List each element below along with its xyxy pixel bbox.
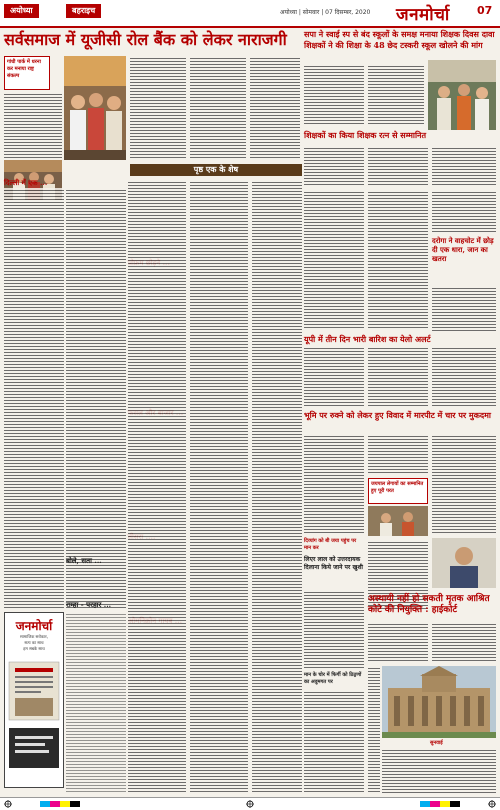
right-bottom-body2 [432, 622, 496, 662]
court-building-image [382, 666, 496, 738]
court-photo-caption: सुनवाई [430, 740, 443, 746]
right-top-headline: सपा ने स्वाई स्प से बंद स्कूलों के समक्ष मनाया शिक्षक दिवस दावा शिक्षकों ने की शिक्षा के 48 छेद टस्करी स्कूल खोलने की मांग [304, 29, 495, 50]
right-lower-body1 [304, 434, 364, 534]
right-top-photo-image [428, 60, 496, 130]
small-box-3: लिएर लाल को उत्तरदायक दिलाना किये जाने पर खुशी [304, 556, 363, 571]
small-box-4: मान के चोर में फिर्गी को ठिठ्रणों का अवुमगत पर [304, 672, 362, 685]
person-photo [432, 538, 496, 588]
right-top-photo [428, 60, 496, 130]
right-second-body1 [304, 146, 364, 186]
right-lower-body5 [304, 690, 364, 794]
mid-col-a [128, 180, 186, 794]
mid-small-headline: भूमि पर रुक्ने को लेकर हुए विवाद में मारपीट में चार पर मुकदमा [304, 410, 491, 420]
crop-mark-icon [488, 800, 496, 808]
color-bar [420, 801, 460, 807]
mid-col-c [252, 180, 302, 794]
right-top-body2 [368, 64, 424, 126]
lead-sidebar-note: गांधी पार्क में धरना कर मनाया राष्ट्र संकल्प [4, 56, 50, 90]
ad-line-3: हम सबके साथ [23, 646, 45, 651]
color-bar [40, 801, 80, 807]
right-mid-headline: दरोगा ने वाहचोट में छोड़ दी एक धारा, जान का खतरा [432, 236, 494, 263]
left-sub1: बोले, सता ... [66, 556, 102, 565]
right-mid-body1 [304, 190, 364, 330]
lead-body-col2 [130, 56, 186, 160]
right-top-body1 [304, 64, 364, 126]
crop-mark-icon [4, 800, 12, 808]
right-mid-body2 [368, 190, 428, 330]
right-mid-body6 [368, 346, 428, 406]
small-photo-image [368, 506, 428, 536]
right-mid-body4 [432, 286, 496, 332]
left-col-c [66, 612, 126, 792]
bottom-right-headline: अस्थायी नहीं हो सकती मृतक आश्रित कोटे की नियुक्ति : हाईकोर्ट [368, 594, 490, 615]
mid-col-b [190, 180, 248, 794]
dateline: अयोध्या | सोमवार | 07 दिसम्बर, 2020 [280, 9, 371, 16]
left-col-a [4, 188, 64, 608]
lead-body-col1 [4, 92, 62, 158]
newspaper-logo: जनमोर्चा [396, 5, 450, 25]
lead-body-col3 [190, 56, 246, 160]
right-second-body2 [368, 146, 428, 186]
right-lower-body3 [432, 434, 496, 534]
small-box-1 [368, 478, 428, 504]
person-photo-image [432, 538, 496, 588]
ad-illustration [5, 658, 63, 778]
right-mid-body3 [432, 190, 496, 232]
crop-mark-icon [246, 800, 254, 808]
right-mid-body7 [432, 346, 496, 406]
masthead [0, 0, 500, 28]
self-promo-ad [4, 612, 64, 788]
ad-logo: जनमोर्चा [15, 619, 53, 633]
page-number: 07 [477, 4, 493, 17]
left-col-b [66, 188, 126, 608]
right-second-headline: शिक्षकों का किया शिक्षक रत्न से सम्मानित [304, 130, 427, 140]
right-bottom-body3 [368, 666, 380, 794]
lead-body-col4 [250, 56, 300, 160]
right-bottom-body1 [368, 622, 428, 662]
court-building-photo [382, 666, 496, 738]
col1-head: दिल्ली में एक ... [4, 178, 48, 187]
right-second-body3 [432, 146, 496, 186]
right-bottom-body4 [382, 748, 496, 794]
small-photo [368, 506, 428, 536]
city-tag: अयोध्या [4, 4, 39, 18]
right-mid-body5 [304, 346, 364, 406]
lead-headline: सर्वसमाज में यूजीसी रोल बैंक को लेकर नाराजगी [4, 30, 287, 49]
left-sub2: राम्हा - परहार ... [66, 600, 112, 609]
ad-line-2: सत्य का साथ [24, 640, 44, 645]
small-box-2: दिव्यांग को बी जया पहुंच पर मान कर [304, 538, 357, 551]
lead-photo-image [64, 56, 126, 160]
right-lower-body4 [304, 590, 364, 670]
lead-photo [64, 56, 126, 160]
right-mid-subhead: यूपी में तीन दिन भारी बारिश का येलो अलर्ट [304, 334, 431, 344]
section-tag: बहराइच [66, 4, 101, 18]
small-box-1-title: जयपाल लेगायों का सम्मानित हुए पूरी परत [371, 481, 424, 494]
continued-band: पृष्ठ एक के शेष [130, 164, 302, 176]
ad-line-1: सामाजिक सरोकार, [20, 634, 48, 639]
footer-strip [0, 797, 500, 810]
right-lower-body2 [368, 434, 428, 474]
